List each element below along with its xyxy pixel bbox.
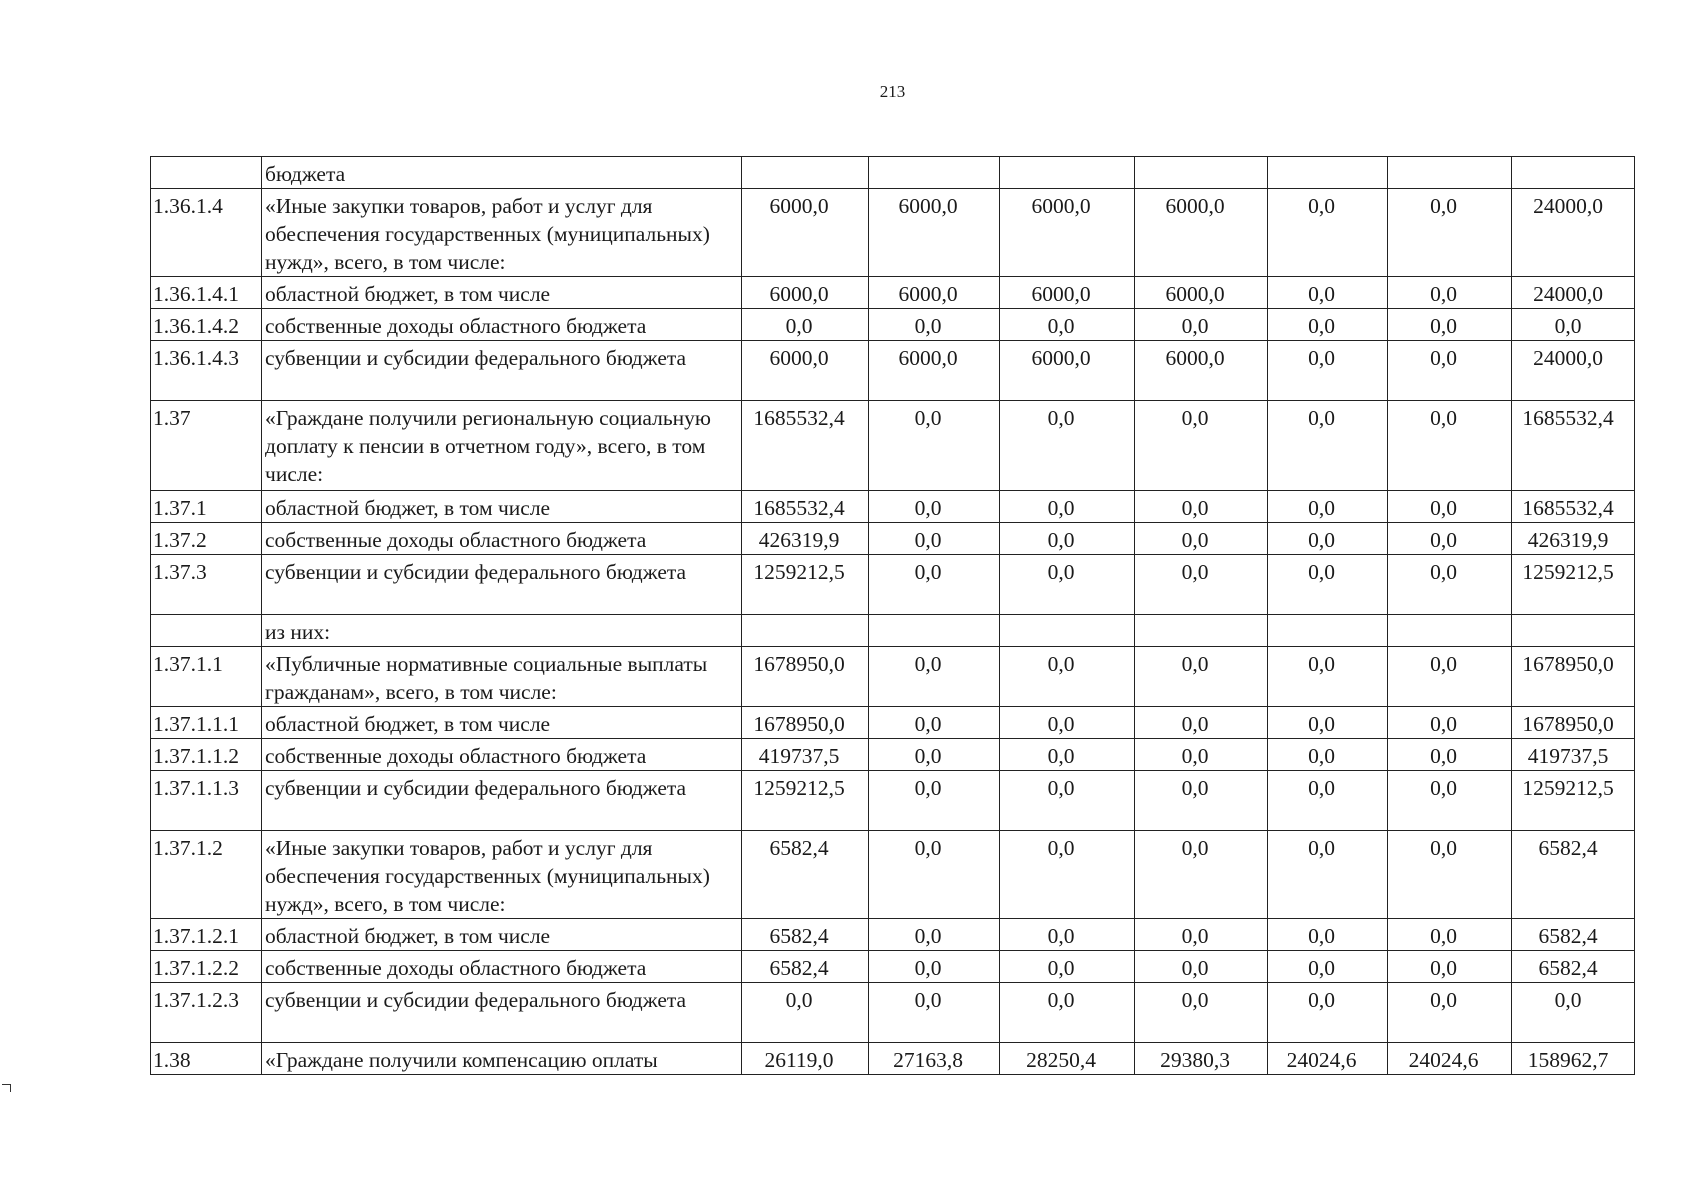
row-value: 0,0	[1388, 707, 1512, 739]
row-name: областной бюджет, в том числе	[262, 491, 742, 523]
row-value: 0,0	[1268, 341, 1388, 401]
row-name: собственные доходы областного бюджета	[262, 951, 742, 983]
row-code	[151, 157, 262, 189]
row-value: 0,0	[1388, 523, 1512, 555]
row-value: 0,0	[1000, 919, 1135, 951]
row-code: 1.36.1.4.3	[151, 341, 262, 401]
row-value: 0,0	[1000, 523, 1135, 555]
row-value: 0,0	[869, 309, 1000, 341]
row-value: 0,0	[1000, 983, 1135, 1043]
row-value: 0,0	[1268, 919, 1388, 951]
row-value: 6000,0	[1135, 341, 1268, 401]
row-total: 6582,4	[1512, 919, 1635, 951]
row-value: 0,0	[869, 771, 1000, 831]
row-name: областной бюджет, в том числе	[262, 919, 742, 951]
row-value: 6000,0	[1000, 341, 1135, 401]
row-value: 6000,0	[1000, 277, 1135, 309]
row-total: 24000,0	[1512, 341, 1635, 401]
row-code	[151, 615, 262, 647]
row-value	[1268, 157, 1388, 189]
row-value: 1685532,4	[742, 401, 869, 491]
row-value	[869, 157, 1000, 189]
row-total: 1678950,0	[1512, 707, 1635, 739]
row-name: областной бюджет, в том числе	[262, 277, 742, 309]
row-value: 0,0	[1000, 309, 1135, 341]
row-value: 0,0	[1000, 739, 1135, 771]
row-value: 0,0	[1135, 555, 1268, 615]
row-value: 0,0	[1268, 401, 1388, 491]
row-value: 24024,6	[1388, 1043, 1512, 1075]
row-value: 0,0	[1135, 831, 1268, 919]
row-code: 1.37.1	[151, 491, 262, 523]
row-value	[742, 615, 869, 647]
row-value: 0,0	[1268, 707, 1388, 739]
row-value: 28250,4	[1000, 1043, 1135, 1075]
table-row	[151, 309, 1635, 341]
row-total: 6582,4	[1512, 951, 1635, 983]
table-row	[151, 951, 1635, 983]
row-total: 6582,4	[1512, 831, 1635, 919]
row-value: 0,0	[1388, 309, 1512, 341]
row-value: 0,0	[1268, 771, 1388, 831]
row-value	[1000, 615, 1135, 647]
row-value: 0,0	[1388, 647, 1512, 707]
row-value: 0,0	[869, 831, 1000, 919]
row-value	[1388, 615, 1512, 647]
row-value: 0,0	[1388, 277, 1512, 309]
row-code: 1.36.1.4.2	[151, 309, 262, 341]
row-name: субвенции и субсидии федерального бюджета	[262, 341, 742, 401]
row-code: 1.37.1.1.3	[151, 771, 262, 831]
row-value: 6000,0	[742, 277, 869, 309]
row-value: 1685532,4	[742, 491, 869, 523]
row-value: 0,0	[1268, 739, 1388, 771]
table-row	[151, 831, 1635, 919]
row-value: 0,0	[869, 983, 1000, 1043]
row-code: 1.37.1.2.2	[151, 951, 262, 983]
row-value: 0,0	[742, 983, 869, 1043]
margin-tick	[10, 1084, 11, 1092]
row-value: 6582,4	[742, 951, 869, 983]
row-value: 0,0	[1268, 647, 1388, 707]
row-name: «Граждане получили компенсацию оплаты	[262, 1043, 742, 1075]
row-code: 1.37.3	[151, 555, 262, 615]
row-value: 0,0	[1000, 401, 1135, 491]
row-name: «Публичные нормативные социальные выплаты гражданам», всего, в том числе:	[262, 647, 742, 707]
row-value: 26119,0	[742, 1043, 869, 1075]
row-value: 0,0	[1388, 739, 1512, 771]
row-value: 0,0	[742, 309, 869, 341]
row-code: 1.37.1.1.1	[151, 707, 262, 739]
table-row	[151, 555, 1635, 615]
row-value: 0,0	[869, 555, 1000, 615]
row-value: 27163,8	[869, 1043, 1000, 1075]
table-row	[151, 277, 1635, 309]
row-value: 0,0	[869, 707, 1000, 739]
row-value: 1678950,0	[742, 647, 869, 707]
row-code: 1.36.1.4.1	[151, 277, 262, 309]
row-name: бюджета	[262, 157, 742, 189]
table-row	[151, 189, 1635, 277]
table-row	[151, 523, 1635, 555]
row-value: 0,0	[1388, 401, 1512, 491]
row-value: 0,0	[1135, 951, 1268, 983]
row-value: 0,0	[1135, 707, 1268, 739]
row-value: 0,0	[869, 491, 1000, 523]
row-name: «Граждане получили региональную социальную доплату к пенсии в отчетном году», всего, в том числе:	[262, 401, 742, 491]
table-row	[151, 707, 1635, 739]
row-value: 0,0	[1135, 523, 1268, 555]
row-total: 0,0	[1512, 983, 1635, 1043]
row-value: 1678950,0	[742, 707, 869, 739]
row-value: 0,0	[1268, 983, 1388, 1043]
row-total: 24000,0	[1512, 277, 1635, 309]
row-name: «Иные закупки товаров, работ и услуг для обеспечения государственных (муниципальных) нужд», всего, в том числе:	[262, 831, 742, 919]
table-row	[151, 615, 1635, 647]
table-row	[151, 919, 1635, 951]
row-value: 6000,0	[869, 277, 1000, 309]
row-value: 0,0	[1268, 951, 1388, 983]
row-name: субвенции и субсидии федерального бюджета	[262, 771, 742, 831]
table-row	[151, 341, 1635, 401]
row-total: 24000,0	[1512, 189, 1635, 277]
row-value: 0,0	[1000, 647, 1135, 707]
row-value: 0,0	[1268, 491, 1388, 523]
table-row	[151, 1043, 1635, 1075]
row-value	[1000, 157, 1135, 189]
row-total: 1259212,5	[1512, 771, 1635, 831]
row-value: 0,0	[869, 739, 1000, 771]
row-total: 1685532,4	[1512, 401, 1635, 491]
row-total	[1512, 615, 1635, 647]
table-row	[151, 491, 1635, 523]
row-value: 0,0	[869, 919, 1000, 951]
row-value: 0,0	[1268, 523, 1388, 555]
row-name: областной бюджет, в том числе	[262, 707, 742, 739]
row-value: 0,0	[1135, 771, 1268, 831]
row-value: 0,0	[1135, 309, 1268, 341]
row-code: 1.37	[151, 401, 262, 491]
table-row	[151, 739, 1635, 771]
row-value: 426319,9	[742, 523, 869, 555]
row-value: 6000,0	[1000, 189, 1135, 277]
row-name: «Иные закупки товаров, работ и услуг для обеспечения государственных (муниципальных) нужд», всего, в том числе:	[262, 189, 742, 277]
row-value: 0,0	[1388, 983, 1512, 1043]
row-value: 0,0	[1388, 189, 1512, 277]
row-value: 6000,0	[742, 189, 869, 277]
table-body	[151, 157, 1635, 1075]
row-name: собственные доходы областного бюджета	[262, 309, 742, 341]
table-row	[151, 157, 1635, 189]
row-value: 24024,6	[1268, 1043, 1388, 1075]
row-total: 1259212,5	[1512, 555, 1635, 615]
row-value	[1268, 615, 1388, 647]
row-value	[742, 157, 869, 189]
row-name: собственные доходы областного бюджета	[262, 739, 742, 771]
row-value: 0,0	[1388, 951, 1512, 983]
row-value: 0,0	[1135, 919, 1268, 951]
row-value: 0,0	[1000, 951, 1135, 983]
row-total	[1512, 157, 1635, 189]
row-value: 0,0	[1000, 491, 1135, 523]
table-row	[151, 771, 1635, 831]
row-value: 0,0	[869, 401, 1000, 491]
row-value: 6582,4	[742, 831, 869, 919]
row-code: 1.37.2	[151, 523, 262, 555]
row-value: 0,0	[1388, 831, 1512, 919]
row-total: 1678950,0	[1512, 647, 1635, 707]
row-code: 1.37.1.1	[151, 647, 262, 707]
row-code: 1.37.1.1.2	[151, 739, 262, 771]
row-value: 0,0	[869, 647, 1000, 707]
row-total: 426319,9	[1512, 523, 1635, 555]
row-value: 0,0	[1268, 831, 1388, 919]
row-value: 0,0	[869, 951, 1000, 983]
row-value: 6000,0	[869, 341, 1000, 401]
table-row	[151, 401, 1635, 491]
row-value	[1135, 157, 1268, 189]
row-total: 419737,5	[1512, 739, 1635, 771]
table-row	[151, 647, 1635, 707]
row-total: 158962,7	[1512, 1043, 1635, 1075]
row-value: 0,0	[1000, 771, 1135, 831]
row-value: 0,0	[1388, 919, 1512, 951]
row-value: 0,0	[1135, 401, 1268, 491]
row-name: субвенции и субсидии федерального бюджета	[262, 983, 742, 1043]
row-value: 6000,0	[742, 341, 869, 401]
budget-table	[150, 156, 1635, 1075]
page-number: 213	[879, 82, 906, 101]
row-name: субвенции и субсидии федерального бюджета	[262, 555, 742, 615]
row-value	[869, 615, 1000, 647]
row-total: 1685532,4	[1512, 491, 1635, 523]
row-name: собственные доходы областного бюджета	[262, 523, 742, 555]
row-value: 6582,4	[742, 919, 869, 951]
row-value: 0,0	[1388, 491, 1512, 523]
row-value: 0,0	[1268, 309, 1388, 341]
row-value: 0,0	[1268, 189, 1388, 277]
row-value: 0,0	[1135, 983, 1268, 1043]
row-value: 0,0	[1135, 491, 1268, 523]
row-value: 0,0	[1388, 771, 1512, 831]
row-value: 6000,0	[1135, 277, 1268, 309]
row-value: 0,0	[869, 523, 1000, 555]
row-value: 419737,5	[742, 739, 869, 771]
row-value: 0,0	[1000, 707, 1135, 739]
row-value: 0,0	[1135, 647, 1268, 707]
row-value	[1135, 615, 1268, 647]
row-code: 1.36.1.4	[151, 189, 262, 277]
row-value: 0,0	[1000, 831, 1135, 919]
row-code: 1.37.1.2.1	[151, 919, 262, 951]
row-value: 0,0	[1000, 555, 1135, 615]
row-value: 0,0	[1135, 739, 1268, 771]
row-total: 0,0	[1512, 309, 1635, 341]
row-value: 1259212,5	[742, 771, 869, 831]
row-code: 1.38	[151, 1043, 262, 1075]
row-name: из них:	[262, 615, 742, 647]
row-code: 1.37.1.2.3	[151, 983, 262, 1043]
row-value: 29380,3	[1135, 1043, 1268, 1075]
row-code: 1.37.1.2	[151, 831, 262, 919]
row-value: 0,0	[1268, 277, 1388, 309]
table-row	[151, 983, 1635, 1043]
row-value: 0,0	[1388, 341, 1512, 401]
row-value	[1388, 157, 1512, 189]
row-value: 6000,0	[869, 189, 1000, 277]
row-value: 6000,0	[1135, 189, 1268, 277]
row-value: 0,0	[1268, 555, 1388, 615]
row-value: 0,0	[1388, 555, 1512, 615]
row-value: 1259212,5	[742, 555, 869, 615]
